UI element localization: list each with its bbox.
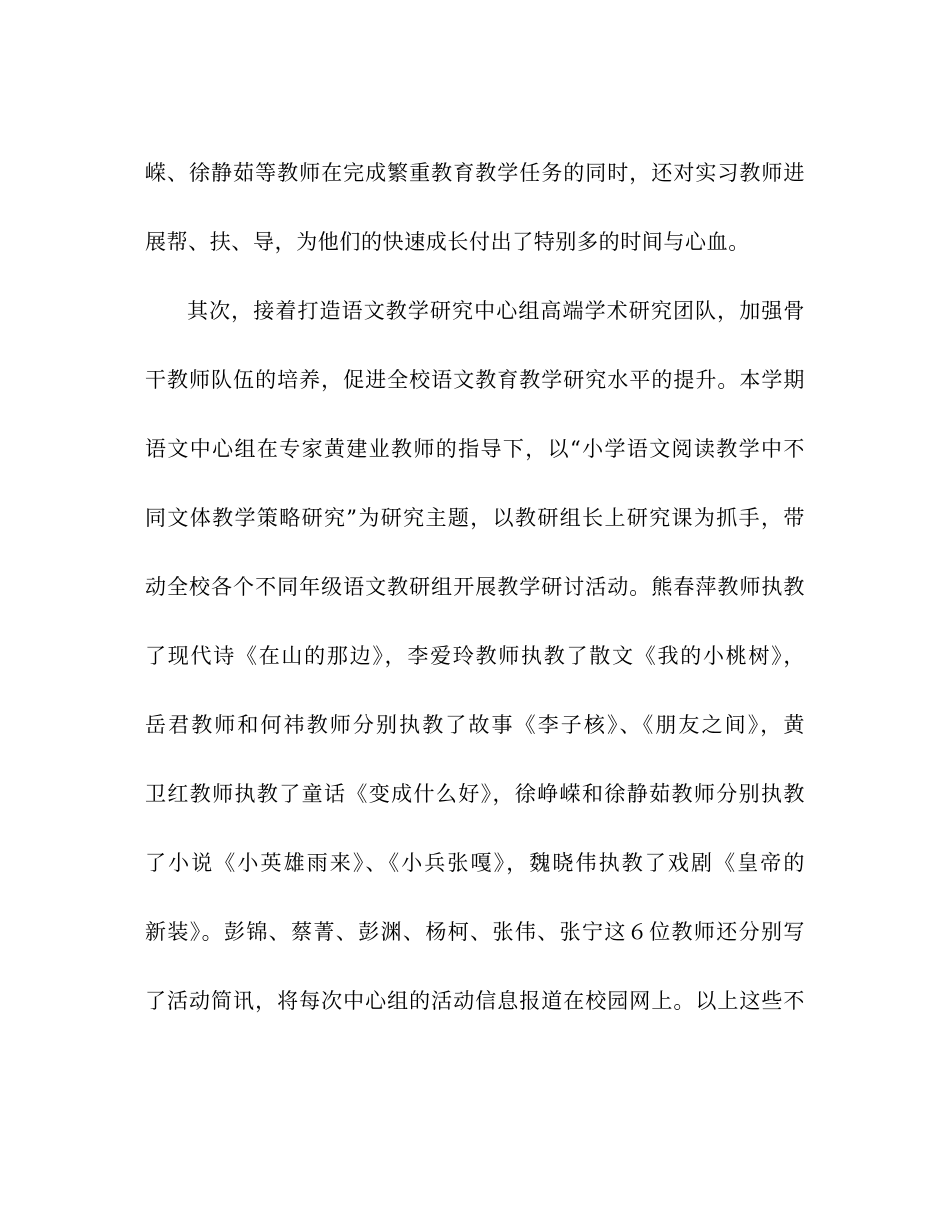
- text-line: 了现代诗《在山的那边》，李爱玲教师执教了散文《我的小桃树》，: [145, 644, 805, 668]
- text-line: 同文体教学策略研究”为研究主题，以教研组长上研究课为抓手，带: [145, 506, 805, 530]
- paragraph-first-line: 其次，接着打造语文教学研究中心组高端学术研究团队，加强骨: [187, 299, 805, 323]
- text-line: 了活动简讯，将每次中心组的活动信息报道在校园网上。以上这些不: [145, 989, 805, 1013]
- text-line: 语文中心组在专家黄建业教师的指导下，以“小学语文阅读教学中不: [145, 437, 805, 461]
- text-line: 了小说《小英雄雨来》、《小兵张嘎》，魏晓伟执教了戏剧《皇帝的: [145, 851, 805, 875]
- text-line: 动全校各个不同年级语文教研组开展教学研讨活动。熊春萍教师执教: [145, 575, 805, 599]
- text-line: 展帮、扶、导，为他们的快速成长付出了特别多的时间与心血。: [145, 230, 750, 254]
- text-line: 干教师队伍的培养，促进全校语文教育教学研究水平的提升。本学期: [145, 368, 805, 392]
- body-text: [145, 139, 805, 1036]
- text-line: 新装》。彭锦、蔡菁、彭渊、杨柯、张伟、张宁这６位教师还分别写: [145, 920, 805, 944]
- text-line: 卫红教师执教了童话《变成什么好》，徐峥嵘和徐静茹教师分别执教: [145, 782, 805, 806]
- text-line: 嵘、徐静茹等教师在完成繁重教育教学任务的同时，还对实习教师进: [145, 161, 805, 185]
- text-line: 岳君教师和何祎教师分别执教了故事《李子核》、《朋友之间》，黄: [145, 713, 805, 737]
